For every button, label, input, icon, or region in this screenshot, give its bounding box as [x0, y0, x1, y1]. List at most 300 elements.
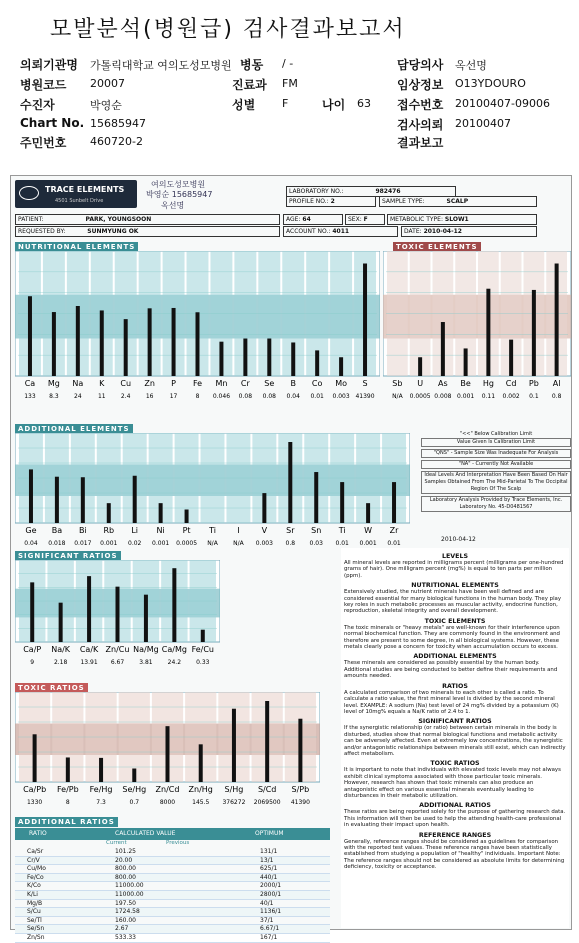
dept-label: 진료과: [232, 78, 267, 92]
ratio-name: Cr/V: [27, 856, 40, 864]
value-label: 0.8: [551, 393, 562, 400]
bar-s: [363, 264, 367, 377]
bar-s/pb: [298, 719, 302, 782]
tick-ti: Ti: [338, 526, 346, 535]
tick-se: Se: [264, 379, 275, 388]
bar-mn: [219, 342, 223, 376]
table-row: [15, 848, 330, 857]
ratio-name: Cu/Mo: [27, 865, 46, 873]
tick-fe/cu: Fe/Cu: [191, 645, 215, 654]
value-label: 0.04: [286, 393, 300, 400]
ratio-name: Mg/B: [27, 899, 43, 907]
doctor-value: 옥선명: [455, 59, 487, 72]
tick-pt: Pt: [182, 526, 191, 535]
value-label: 8: [65, 799, 70, 806]
bar-zn/cd: [166, 726, 170, 782]
clinical-value: O13YDOURO: [455, 77, 526, 90]
institution-value: 가톨릭대학교 여의도성모병원: [90, 59, 232, 72]
tick-as: As: [438, 379, 448, 388]
receipt-value: 20100407-09006: [455, 97, 550, 110]
value-label: 0.03: [309, 540, 323, 547]
age-value: 63: [357, 97, 371, 110]
profile-label: PROFILE NO.:: [289, 198, 329, 205]
ratio-name: S/Cu: [27, 908, 41, 916]
value-label: 0.008: [434, 393, 452, 400]
ratio-name: Se/Tl: [27, 916, 42, 924]
chart-value: 15685947: [90, 117, 146, 130]
value-label: 0.001: [100, 540, 118, 547]
tick-pb: Pb: [528, 379, 539, 388]
bar-rb: [107, 503, 111, 523]
value-label: 0.002: [502, 393, 520, 400]
bar-ba: [55, 477, 59, 523]
bar-u: [418, 357, 422, 376]
ratio-name: Zn/Sn: [27, 933, 45, 941]
tick-s/pb: S/Pb: [291, 785, 310, 794]
value-label: 145.5: [192, 799, 210, 806]
ratio-name: Se/Sn: [27, 925, 45, 933]
tick-i: I: [237, 526, 240, 535]
toxic-title: TOXIC ELEMENTS: [393, 242, 481, 252]
value-label: 2.18: [53, 659, 68, 666]
tick-ca: Ca: [24, 379, 36, 388]
significant-title: SIGNIFICANT RATIOS: [15, 551, 121, 561]
value-label: 0.001: [457, 393, 475, 400]
tick-na: Na: [72, 379, 84, 388]
nutritional-title: NUTRITIONAL ELEMENTS: [15, 242, 138, 252]
tick-sb: Sb: [392, 379, 403, 388]
ratio-optimum: 167/1: [260, 933, 278, 941]
value-label: 0.04: [24, 540, 38, 547]
bar-zr: [392, 482, 396, 523]
bar-ca/pb: [33, 734, 37, 782]
additional-title: ADDITIONAL ELEMENTS: [15, 424, 133, 434]
value-label: 0.017: [74, 540, 92, 547]
value-label: 8: [195, 393, 200, 400]
legend-box: [421, 431, 571, 512]
bar-w: [366, 503, 370, 523]
significant-chart: [15, 560, 220, 672]
requested-box: [15, 226, 280, 237]
tick-rb: Rb: [103, 526, 115, 535]
tick-s/hg: S/Hg: [224, 785, 244, 794]
sex-value: F: [282, 97, 289, 110]
tick-b: B: [290, 379, 296, 388]
tick-sn: Sn: [311, 526, 322, 535]
ratio-table: [15, 848, 330, 943]
note-heading: SIGNIFICANT RATIOS: [418, 718, 492, 726]
value-label: 2069500: [253, 799, 281, 806]
ratio-name: Fe/Co: [27, 873, 44, 881]
bar-mg: [52, 312, 56, 376]
tick-fe/pb: Fe/Pb: [56, 785, 79, 794]
tick-ti: Ti: [209, 526, 216, 535]
tick-zn/cd: Zn/Cd: [155, 785, 180, 794]
bar-bi: [81, 477, 85, 523]
value-label: 11: [97, 393, 106, 400]
tick-se/hg: Se/Hg: [122, 785, 147, 794]
lab-patient-label: PATIENT:: [18, 216, 44, 223]
tick-fe: Fe: [192, 379, 203, 388]
bar-mo: [339, 357, 343, 376]
tick-zn: Zn: [144, 379, 155, 388]
bar-se/hg: [132, 769, 136, 783]
ratio-current: 800.00: [115, 865, 136, 873]
value-label: 133: [24, 393, 36, 400]
tick-zr: Zr: [389, 526, 399, 535]
tick-ba: Ba: [51, 526, 63, 535]
regno-value: 460720-2: [90, 135, 143, 148]
tick-k: K: [99, 379, 105, 388]
tick-na/mg: Na/Mg: [133, 645, 159, 654]
ratio-current: 160.00: [115, 916, 136, 924]
bar-ca: [28, 296, 32, 376]
bar-b: [291, 342, 295, 376]
value-label: 0.003: [332, 393, 350, 400]
note-heading: NUTRITIONAL ELEMENTS: [411, 582, 499, 590]
ratio-current: 11000.00: [115, 882, 144, 890]
previous-sub: Previous: [166, 840, 190, 846]
value-label: 0.08: [238, 393, 253, 400]
bar-ge: [29, 469, 33, 523]
tick-zn/hg: Zn/Hg: [188, 785, 213, 794]
nutritional-chart: [15, 251, 380, 406]
logo-icon: [19, 186, 39, 200]
metabolic-value: SLOW1: [444, 216, 469, 223]
report-label: 결과보고: [397, 136, 444, 150]
legend-na: "NA" - Currently Not Available: [421, 460, 571, 469]
metabolic-box: [387, 214, 537, 225]
note-heading: TOXIC ELEMENTS: [424, 617, 486, 625]
value-label: 2.4: [120, 393, 131, 400]
bar-ni: [159, 503, 163, 523]
ratio-current: 101.25: [115, 848, 136, 855]
note-text: A calculated comparison of two minerals to each other is called a ratio. To calculate a ratio value, the first mineral level is divided by the second mineral level. EXAMPLE: A sodium (Na) test level of 24 mg% divided by a potassium (K) level of 10mg% equals a Na/K ratio of 2.4 to 1.: [344, 689, 559, 715]
bar-pt: [185, 510, 189, 524]
lab-patient-value: PARK, YOUNGSOON: [85, 216, 152, 223]
value-label: N/A: [207, 540, 218, 547]
value-label: 41390: [290, 799, 310, 806]
value-label: 0.001: [152, 540, 170, 547]
note-text: Generally, reference ranges should be considered as guidelines for comparison with the reported test values. These reference ranges have been statistically established from studying a population of "healthy" individuals. Important Note: The reference ranges should not be considered as absolute limits for determining deficiency, toxicity or acceptance.: [344, 838, 565, 871]
note-text: Extensively studied, the nutrient minerals have been well defined and are considered essential for many biological functions in the human body. They play key roles in such metabolic processes as muscular activity, endocrine function, reproduction, skeletal integrity and overall development.: [344, 589, 562, 615]
tick-ca/pb: Ca/Pb: [23, 785, 47, 794]
ratio-optimum: 2000/1: [260, 882, 282, 890]
note-text: The toxic minerals or "heavy metals" are well-known for their interference upon normal biochemical function. They are commonly found in the environment and therefore are present to some degree, in all biological systems. However, these metals clearly pose a concern for toxicity when accumulation occurs to excess.: [344, 624, 560, 651]
handwritten-patient: 박영순 15685947: [146, 190, 213, 199]
value-label: 8.3: [49, 393, 59, 400]
tick-s: S: [362, 379, 368, 388]
account-box: [283, 226, 398, 237]
bar-s/cd: [265, 701, 269, 782]
note-heading: TOXIC RATIOS: [430, 760, 480, 768]
value-label: 3.81: [139, 659, 153, 666]
bar-fe: [196, 312, 200, 376]
bar-al: [555, 264, 559, 377]
ratio-current: 1724.58: [115, 908, 140, 916]
bar-na/k: [59, 603, 63, 642]
page-title: 모발분석(병원급) 검사결과보고서: [50, 17, 406, 42]
logo-address: 4501 Sunbelt Drive: [55, 198, 104, 204]
legend-provider: Laboratory Analysis Provided by Trace Elements, Inc. Laboratory No. 45-D0481567: [421, 496, 571, 512]
tick-ca/k: Ca/K: [79, 645, 99, 654]
bar-v: [262, 493, 266, 523]
ratio-col: RATIO: [29, 830, 47, 837]
ratio-current: 197.50: [115, 899, 136, 907]
bar-fe/hg: [99, 758, 103, 782]
bar-ca/mg: [172, 568, 176, 642]
bar-na: [76, 306, 80, 376]
value-label: 16: [145, 393, 154, 400]
bar-ti: [340, 482, 344, 523]
value-label: 0.1: [529, 393, 539, 400]
date-label: DATE:: [404, 228, 422, 235]
value-label: 0.02: [128, 540, 142, 547]
tick-p: P: [171, 379, 176, 388]
ratio-optimum: 625/1: [260, 865, 278, 873]
clinical-label: 임상정보: [397, 78, 444, 92]
bar-cd: [509, 340, 513, 376]
table-row: [15, 900, 330, 909]
bar-co: [315, 350, 319, 376]
date-box: [401, 226, 537, 237]
tick-mg: Mg: [47, 379, 60, 388]
value-label: 0.01: [387, 540, 401, 547]
note-text: All mineral levels are reported in milligrams percent (milligrams per one-hundred grams of hair). One milligram percent (mg%) is equal to ten parts per million (ppm).: [344, 560, 564, 579]
ratio-optimum: 2800/1: [260, 890, 282, 898]
value-label: 0.33: [196, 659, 210, 666]
ratio-optimum: 131/1: [260, 848, 278, 855]
requested-value: SUNMYUNG OK: [87, 228, 139, 235]
toxic-ratios-title: TOXIC RATIOS: [15, 683, 88, 693]
bar-na/mg: [144, 595, 148, 642]
tick-ca/mg: Ca/Mg: [161, 645, 187, 654]
metabolic-label: METABOLIC TYPE:: [390, 216, 443, 223]
note-heading: RATIOS: [442, 682, 468, 690]
table-row: [15, 925, 330, 934]
value-label: N/A: [392, 393, 403, 400]
optimum-col: OPTIMUM: [255, 830, 284, 837]
patient-label: 수진자: [20, 98, 55, 112]
value-label: 0.018: [48, 540, 66, 547]
tick-co: Co: [311, 379, 323, 388]
ratio-optimum: 6.67/1: [260, 925, 280, 933]
value-label: 0.8: [285, 540, 296, 547]
table-row: [15, 874, 330, 883]
note-text: If the synergistic relationship (or ratio) between certain minerals in the body is disturbed, studies show that normal biological functions and metabolic activity can be adversely affected. Even at extremely low concentrations, the synergistic and/or antagonistic relationships between minerals still exist, which can indirectly affect metabolism.: [344, 725, 566, 757]
institution-label: 의뢰기관명: [20, 58, 78, 72]
value-label: 9: [30, 659, 35, 666]
value-label: 24.2: [167, 659, 182, 666]
handwritten-doctor: 옥선명: [161, 201, 185, 210]
bar-cr: [243, 339, 247, 376]
ratio-optimum: 13/1: [260, 856, 274, 864]
tick-ge: Ge: [25, 526, 37, 535]
ward-value: / -: [282, 57, 294, 70]
bar-be: [464, 348, 468, 376]
tick-mn: Mn: [215, 379, 228, 388]
tick-w: W: [364, 526, 373, 535]
profile-value: 2: [330, 198, 335, 205]
toxic-ratios-chart: [15, 692, 320, 812]
value-label: 8000: [159, 799, 176, 806]
table-row: [15, 865, 330, 874]
legend-below-b: Value Given Is Calibration Limit: [421, 438, 571, 447]
ratio-name: K/Li: [27, 890, 38, 898]
ratio-current: 800.00: [115, 873, 136, 881]
legend-qns: "QNS" - Sample Size Was Inadequate For Analysis: [421, 449, 571, 458]
value-label: 1330: [26, 799, 43, 806]
handwritten-hospital: 여의도성모병원: [151, 180, 206, 189]
bar-as: [441, 322, 445, 376]
ratio-current: 11000.00: [115, 890, 144, 898]
note-heading: REFERENCE RANGES: [418, 831, 492, 839]
dept-value: FM: [282, 77, 298, 90]
hospcode-value: 20007: [90, 77, 125, 90]
tick-hg: Hg: [482, 379, 494, 388]
sample-box: [379, 196, 537, 207]
lab-sex-value: F: [363, 216, 368, 223]
bar-ca/p: [30, 582, 34, 642]
value-label: 0.003: [255, 540, 273, 547]
ratio-name: Ca/Sr: [27, 848, 44, 855]
bar-k: [100, 310, 104, 376]
tick-ca/p: Ca/P: [23, 645, 42, 654]
age-box: [283, 214, 343, 225]
bar-fe/pb: [66, 757, 70, 782]
table-row: [15, 882, 330, 891]
ratio-optimum: 1136/1: [260, 908, 282, 916]
current-sub: Current: [106, 840, 127, 846]
chart-label: Chart No.: [20, 116, 85, 130]
tick-v: V: [261, 526, 268, 535]
value-label: 0.7: [129, 799, 140, 806]
account-value: 4011: [332, 228, 350, 235]
receipt-label: 접수번호: [397, 98, 444, 112]
note-text: These minerals are considered as possibly essential by the human body. Additional studies are being conducted to better define their requirements and amounts needed.: [344, 660, 558, 680]
tick-s/cd: S/Cd: [257, 785, 277, 794]
requested-label: REQUESTED BY:: [18, 228, 66, 235]
doctor-label: 담당의사: [397, 58, 444, 72]
lab-sex-label: SEX:: [348, 216, 362, 223]
report-date-2: 2010-04-12: [441, 536, 476, 543]
tick-mo: Mo: [335, 379, 347, 388]
bar-p: [172, 308, 176, 376]
bar-pb: [532, 290, 536, 376]
patient-box: [15, 214, 280, 225]
ratio-optimum: 37/1: [260, 916, 274, 924]
bar-zn/hg: [199, 744, 203, 782]
ratio-current: 533.33: [115, 933, 136, 941]
bar-li: [133, 476, 137, 523]
value-label: 0.046: [212, 393, 231, 400]
lab-age-value: 64: [302, 216, 311, 223]
hospcode-label: 병원코드: [20, 78, 67, 92]
additional-chart: [15, 433, 410, 553]
tick-al: Al: [552, 379, 561, 388]
note-heading: LEVELS: [441, 553, 469, 560]
ratio-name: K/Co: [27, 882, 41, 890]
sex-label: 성별: [232, 98, 256, 112]
value-label: 0.11: [481, 393, 496, 400]
ratio-optimum: 40/1: [260, 899, 274, 907]
regno-label: 주민번호: [20, 136, 67, 150]
profile-box: [286, 196, 376, 207]
value-label: 7.3: [96, 799, 106, 806]
table-row: [15, 857, 330, 866]
tick-cu: Cu: [120, 379, 132, 388]
date-value: 2010-04-12: [423, 228, 462, 235]
calc-col: CALCULATED VALUE: [115, 830, 176, 837]
note-heading: ADDITIONAL RATIOS: [419, 802, 491, 810]
value-label: 376272: [222, 799, 246, 806]
note-text: These ratios are being reported solely for the purpose of gathering research data. This information will then be used to help the attending health-care professional in evaluating their impact upon health.: [344, 809, 566, 829]
tick-bi: Bi: [78, 526, 87, 535]
value-label: 0.001: [359, 540, 377, 547]
bar-zn: [148, 308, 152, 376]
bar-se: [267, 339, 271, 376]
value-label: 6.67: [110, 659, 125, 666]
table-row: [15, 891, 330, 900]
value-label: 41390: [355, 393, 375, 400]
notes-panel: [341, 548, 569, 928]
bar-hg: [486, 289, 490, 376]
bar-ca/k: [87, 576, 91, 642]
value-label: 0.0005: [176, 540, 198, 547]
value-label: 24: [74, 393, 82, 400]
table-row: [15, 917, 330, 926]
sample-label: SAMPLE TYPE:: [382, 198, 425, 205]
tick-cr: Cr: [240, 379, 250, 388]
bar-s/hg: [232, 709, 236, 782]
request-label: 검사의뢰: [397, 118, 444, 132]
patient-value: 박영순: [90, 99, 122, 112]
table-row: [15, 908, 330, 917]
sex-box: [345, 214, 385, 225]
value-label: 17: [169, 393, 178, 400]
bar-sn: [314, 472, 318, 523]
note-text: It is important to note that individuals with elevated toxic levels may not always exhibit clinical symptoms associated with those particular toxic minerals. However, research has shown that toxic minerals can also produce an antagonistic effect on various essential minerals eventually leading to disturbances in their metabolic utilization.: [344, 767, 561, 799]
ratio-optimum: 440/1: [260, 873, 278, 881]
tick-ni: Ni: [156, 526, 165, 535]
legend-ideal: Ideal Levels And Interpretation Have Been Based On Hair Samples Obtained From The Mid-Parietal To The Occipital Region Of The Scalp: [421, 471, 571, 494]
tick-be: Be: [460, 379, 471, 388]
lab-number-value: 982476: [375, 188, 401, 195]
lab-report-scan: [10, 175, 572, 941]
lab-logo: [15, 180, 137, 208]
legend-below: "<<" Below Calibration Limit: [459, 431, 533, 437]
ratio-current: 2.67: [115, 925, 129, 933]
tick-na/k: Na/K: [51, 645, 71, 654]
value-label: 13.91: [80, 659, 98, 666]
tick-fe/hg: Fe/Hg: [89, 785, 113, 794]
ratio-table-title: ADDITIONAL RATIOS: [15, 817, 118, 827]
value-label: 0.08: [262, 393, 276, 400]
age-label: 나이: [322, 98, 346, 112]
bar-zn/cu: [116, 587, 120, 642]
bar-cu: [124, 319, 128, 376]
tick-zn/cu: Zn/Cu: [105, 645, 130, 654]
request-value: 20100407: [455, 117, 511, 130]
tick-sr: Sr: [286, 526, 295, 535]
ratio-table-header: [15, 828, 330, 840]
account-label: ACCOUNT NO.:: [286, 228, 331, 235]
tick-cd: Cd: [505, 379, 517, 388]
tick-li: Li: [131, 526, 139, 535]
ward-label: 병동: [240, 58, 264, 72]
note-heading: ADDITIONAL ELEMENTS: [413, 653, 497, 661]
lab-age-label: AGE:: [286, 216, 301, 223]
